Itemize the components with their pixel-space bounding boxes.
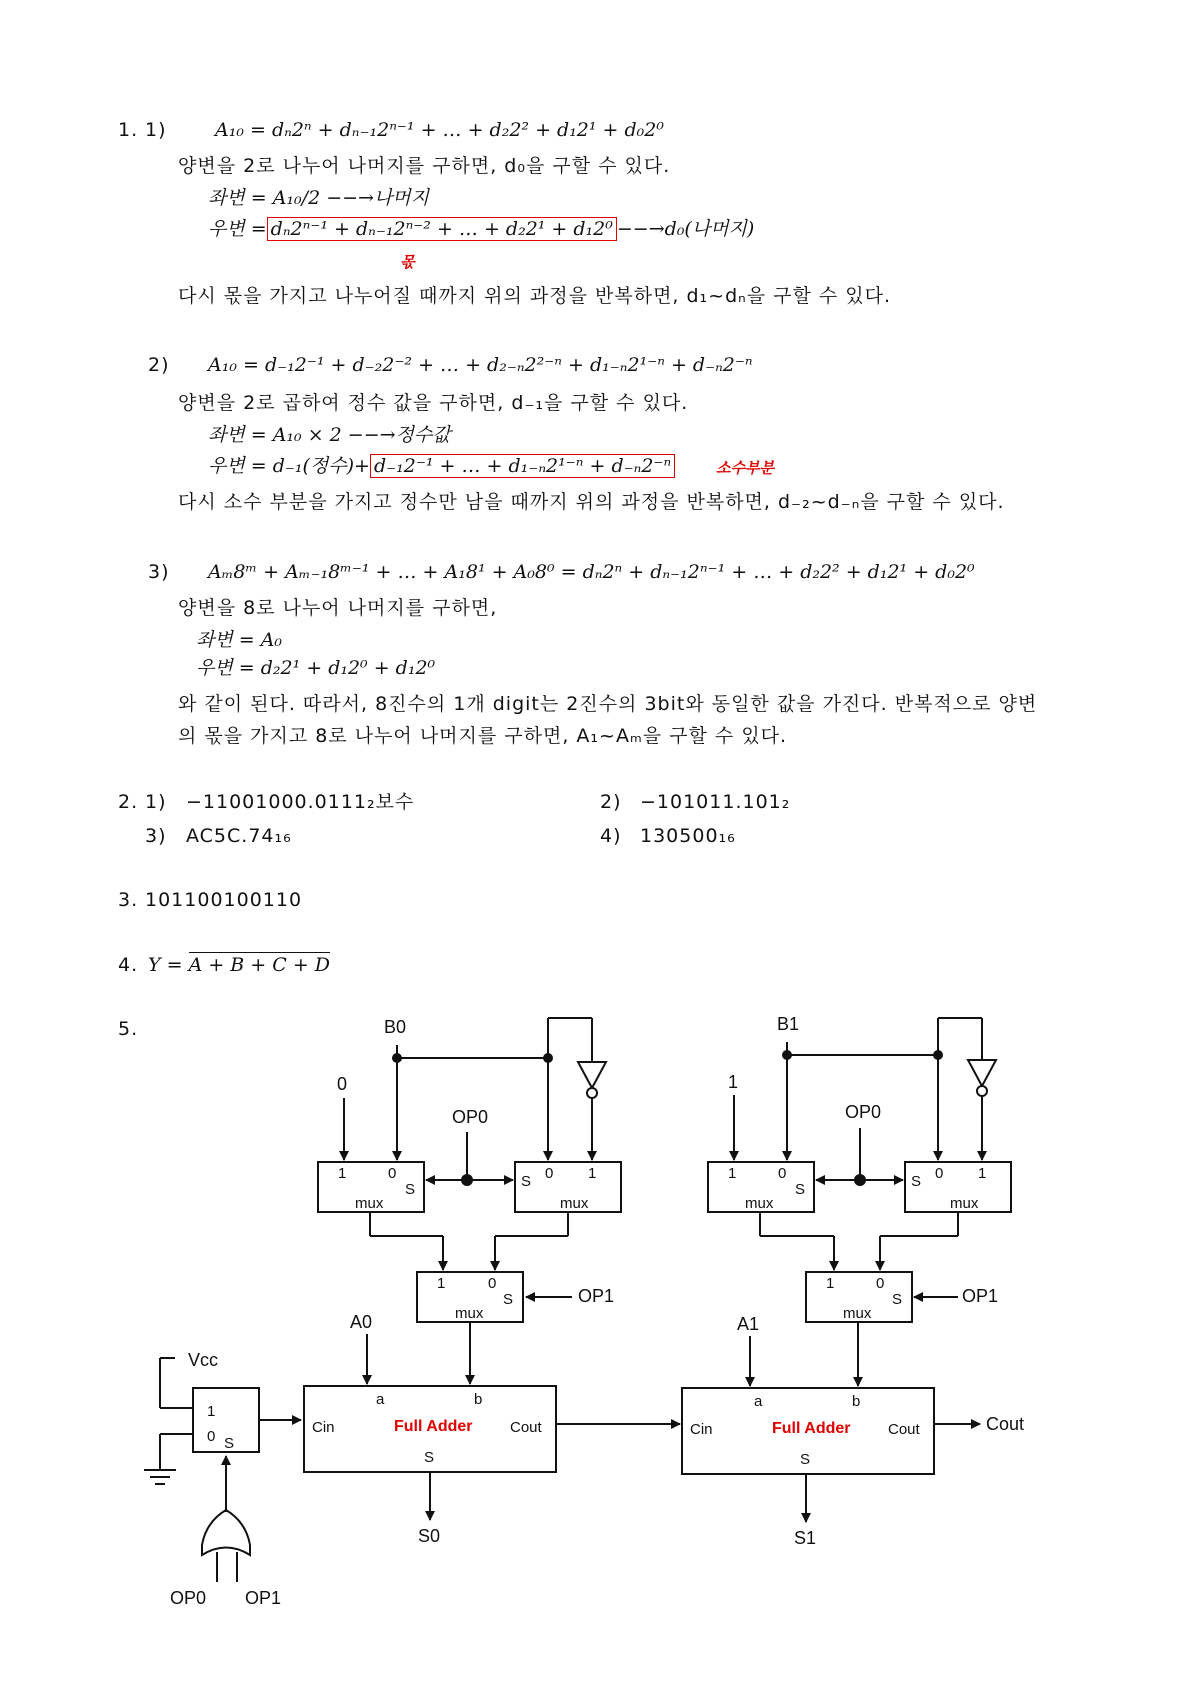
mux-c-in0: 0 — [488, 1275, 497, 1292]
q5-number: 5. — [118, 1018, 139, 1040]
fa0-title: Full Adder — [394, 1418, 473, 1435]
q1-part1-formula: A₁₀ = dₙ2ⁿ + dₙ₋₁2ⁿ⁻¹ + … + d₂2² + d₁2¹ + d₀2⁰ — [215, 119, 664, 141]
a1-label: A1 — [737, 1314, 760, 1334]
cin-mux-in0: 0 — [207, 1428, 216, 1445]
q1-part3-conclusion-line1: 와 같이 된다. 따라서, 8진수의 1개 digit는 2진수의 3bit와 동일한 값을 가진다. 반복적으로 양변 — [178, 693, 1038, 715]
q1-part3-formula: Aₘ8ᵐ + Aₘ₋₁8ᵐ⁻¹ + … + A₁8¹ + A₀8⁰ = dₙ2ⁿ + dₙ₋₁2ⁿ⁻¹ + … + d₂2² + d₁2¹ + d₀2⁰ — [208, 561, 975, 583]
a0-label: A0 — [350, 1312, 373, 1332]
q4-number: 4. — [118, 954, 139, 976]
mux-a-in1: 1 — [338, 1165, 347, 1182]
fa0-input-b: b — [474, 1391, 483, 1408]
b0-label: B0 — [384, 1017, 407, 1037]
q1-number: 1. — [118, 119, 139, 141]
cout-output-label: Cout — [986, 1414, 1025, 1434]
mux-c-label: mux — [455, 1305, 484, 1322]
mux-a-sel: S — [405, 1181, 416, 1198]
q1-part2-boxed-term: d₋₁2⁻¹ + … + d₁₋ₙ2¹⁻ⁿ + d₋ₙ2⁻ⁿ — [370, 454, 675, 478]
cin-mux-in1: 1 — [207, 1403, 216, 1420]
q1-part3-left-side: 좌변 = A₀ — [196, 629, 283, 651]
mux-b-label: mux — [560, 1195, 589, 1212]
or-input-op1-label: OP1 — [245, 1588, 282, 1608]
q2-answer4-label: 4) — [600, 825, 622, 847]
mux-c-sel: S — [503, 1291, 514, 1308]
q1-part3-label: 3) — [148, 561, 170, 583]
q2-answer2: −101011.101₂ — [640, 791, 791, 813]
q1-part3-right-side: 우변 = d₂2¹ + d₁2⁰ + d₁2⁰ — [196, 657, 436, 679]
q2-answer1-label: 1) — [145, 791, 167, 813]
mux-b-in0: 0 — [545, 1165, 554, 1182]
q1-part2-formula: A₁₀ = d₋₁2⁻¹ + d₋₂2⁻² + … + d₂₋ₙ2²⁻ⁿ + d₁₋ₙ2¹⁻ⁿ + d₋ₙ2⁻ⁿ — [208, 354, 753, 376]
q1-part1-right-suffix: −−→d₀(나머지) — [616, 218, 755, 240]
fa1-cin: Cin — [690, 1421, 713, 1438]
mux-d-in1: 1 — [728, 1165, 737, 1182]
op0-label-right: OP0 — [845, 1102, 882, 1122]
q1-part1-annotation-quotient: 몫 — [400, 253, 415, 271]
q1-part2-left-side: 좌변 = A₁₀ × 2 −−→정수값 — [208, 424, 451, 446]
mux-f-in1: 1 — [826, 1275, 835, 1292]
mux-d-in0: 0 — [778, 1165, 787, 1182]
op1-label-right: OP1 — [962, 1286, 999, 1306]
mux-e-in1: 1 — [978, 1165, 987, 1182]
mux-f-label: mux — [843, 1305, 872, 1322]
fa0-input-a: a — [376, 1391, 385, 1408]
q1-part1-description: 양변을 2로 나누어 나머지를 구하면, d₀을 구할 수 있다. — [178, 155, 671, 177]
mux-f-in0: 0 — [876, 1275, 885, 1292]
mux-e-label: mux — [950, 1195, 979, 1212]
mux-a-in0: 0 — [388, 1165, 397, 1182]
mux-b-sel: S — [521, 1173, 532, 1190]
q2-answer2-label: 2) — [600, 791, 622, 813]
mux-e-sel: S — [911, 1173, 922, 1190]
mux-f-sel: S — [892, 1291, 903, 1308]
q1-part2-right-prefix: 우변 = d₋₁(정수)+ — [208, 455, 370, 477]
b1-label: B1 — [777, 1014, 800, 1034]
q1-part2-annotation-fraction: 소수부분 — [716, 459, 774, 477]
fa0-sum: S — [424, 1449, 435, 1466]
s1-output-label: S1 — [794, 1528, 817, 1548]
q1-part2-description: 양변을 2로 곱하여 정수 값을 구하면, d₋₁을 구할 수 있다. — [178, 392, 689, 414]
cin-mux-sel: S — [224, 1435, 235, 1452]
q1-part1-repeat-text: 다시 몫을 가지고 나누어질 때까지 위의 과정을 반복하면, d₁~dₙ을 구할 수 있다. — [178, 285, 892, 307]
q2-answer4: 130500₁₆ — [640, 825, 736, 847]
fa1-title: Full Adder — [772, 1420, 851, 1437]
q1-part1-label: 1) — [145, 119, 167, 141]
constant-one-label: 1 — [728, 1072, 739, 1092]
fa1-cout: Cout — [888, 1421, 920, 1438]
q1-part1-right-prefix: 우변 = — [208, 218, 267, 240]
constant-zero-label: 0 — [337, 1074, 348, 1094]
q1-part1-left-side: 좌변 = A₁₀/2 −−→나머지 — [208, 187, 430, 209]
mux-c-in1: 1 — [437, 1275, 446, 1292]
q1-part2-label: 2) — [148, 354, 170, 376]
mux-b-in1: 1 — [588, 1165, 597, 1182]
q1-part2-repeat-text: 다시 소수 부분을 가지고 정수만 남을 때까지 위의 과정을 반복하면, d₋₂~d₋ₙ을 구할 수 있다. — [178, 491, 1005, 513]
op1-label-left: OP1 — [578, 1286, 615, 1306]
vcc-label: Vcc — [188, 1350, 219, 1370]
fa1-input-a: a — [754, 1393, 763, 1410]
q3-answer: 101100100110 — [145, 889, 303, 911]
fa0-cout: Cout — [510, 1419, 542, 1436]
q2-number: 2. — [118, 791, 139, 813]
mux-a-label: mux — [355, 1195, 384, 1212]
q1-part3-conclusion-line2: 의 몫을 가지고 8로 나누어 나머지를 구하면, A₁~Aₘ을 구할 수 있다. — [178, 725, 788, 747]
mux-d-sel: S — [795, 1181, 806, 1198]
or-input-op0-label: OP0 — [170, 1588, 207, 1608]
q3-number: 3. — [118, 889, 139, 911]
q1-part3-description: 양변을 8로 나누어 나머지를 구하면, — [178, 597, 498, 619]
fa1-sum: S — [800, 1451, 811, 1468]
q4-lhs: Y = — [148, 954, 183, 976]
s0-output-label: S0 — [418, 1526, 441, 1546]
q2-answer1: −11001000.0111₂보수 — [186, 791, 415, 813]
q4-rhs-complement: A + B + C + D — [188, 954, 331, 976]
q2-answer3: AC5C.74₁₆ — [186, 825, 292, 847]
q1-part1-boxed-term: dₙ2ⁿ⁻¹ + dₙ₋₁2ⁿ⁻² + … + d₂2¹ + d₁2⁰ — [267, 217, 617, 241]
fa0-cin: Cin — [312, 1419, 335, 1436]
op0-label-left: OP0 — [452, 1107, 489, 1127]
fa1-input-b: b — [852, 1393, 861, 1410]
q2-answer3-label: 3) — [145, 825, 167, 847]
mux-e-in0: 0 — [935, 1165, 944, 1182]
mux-d-label: mux — [745, 1195, 774, 1212]
